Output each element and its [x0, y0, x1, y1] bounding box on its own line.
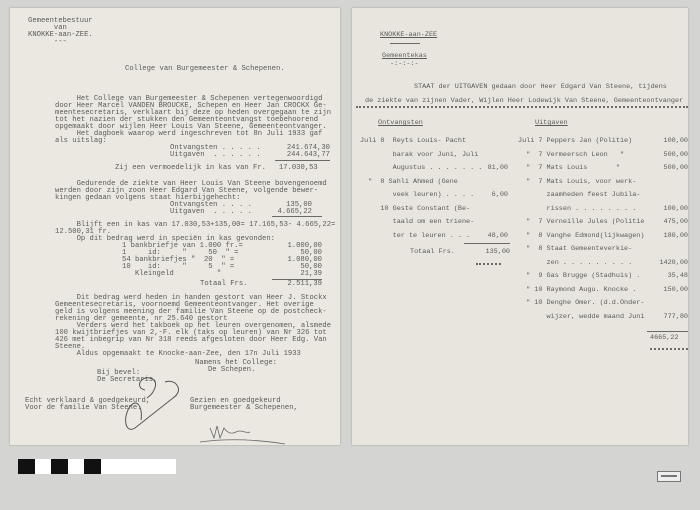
paragraph-line: 12.500,31 fr.: [55, 228, 112, 236]
row-label: Totaal Frs.: [200, 280, 248, 288]
row-label: Kleingeld ": [122, 270, 222, 278]
namens-block: [195, 360, 277, 374]
row-label: " 10 Raymond Augu. Knocke .: [518, 285, 637, 294]
paragraph-line: Het dagboek waarop werd ingeschreven tot 8n Juli 1933 gaf: [55, 130, 323, 138]
ledger-row: [360, 179, 508, 193]
row-amount: 241.674,30: [286, 144, 330, 152]
row-label: 1 id: " 50 " =: [122, 249, 239, 257]
ledger-row: [122, 271, 322, 278]
signature-caption: De Schepen.: [195, 366, 256, 374]
row-amount: 1.000,00: [287, 242, 322, 250]
ledger-row: [518, 233, 688, 247]
heading-line: STAAT der UITGAVEN gedaan door Heer Edgard Van Steene, tijdens: [414, 83, 667, 91]
row-label: " 8 Sahli Ahmed (Gene: [360, 177, 458, 186]
row-amount: 135,00: [286, 201, 312, 209]
paragraph-line: Gedurende de ziekte van Heer Louis Van Steene bovengenoemd: [55, 180, 327, 188]
row-label: " 10 Denghe Omer. (d.d.Onder-: [518, 299, 645, 307]
document-page-right: [352, 8, 688, 445]
letterhead-line: van: [28, 24, 67, 32]
row-label: rissen . . . . . . . .: [518, 204, 637, 213]
letterhead: KNOKKE-aan-ZEE: [380, 31, 438, 39]
ledger-row: [518, 138, 688, 152]
row-amount: 48,00: [487, 231, 508, 240]
row-amount: 135,00: [485, 248, 510, 256]
paragraph-line: Verders werd het takboek op het leuren overgenomen, alsmede: [55, 322, 332, 330]
row-label: Juli 7 Peppers Jan (Politie): [518, 137, 633, 145]
ledger-row: [360, 165, 508, 179]
paragraph-line: meentesecretaris, verklaart bij deze op heden overgegaan te zijn: [55, 109, 332, 117]
signature-caption: Voor de familie Van Steene.: [25, 404, 142, 412]
document-title: College van Burgemeester & Schepenen.: [125, 65, 285, 73]
ledger-row: [200, 281, 322, 288]
row-label: Totaal Frs.: [410, 248, 455, 256]
paragraph-line: door Heer Marcel VANDEN BROUCKE, Schepen en Heer Jan CROCKX Ge-: [55, 102, 327, 110]
row-amount: 1420,00: [659, 258, 688, 267]
department-label: Gemeentekas: [382, 52, 427, 60]
row-label: Juli 8 Reyts Louis- Pacht: [360, 137, 467, 145]
row-amount: 475,00: [663, 218, 688, 226]
signature-caption: Namens het College:: [195, 359, 277, 367]
signature-caption: Echt verklaard & goedgekeurd,: [25, 397, 151, 405]
row-label: Ontvangsten . . . .: [170, 201, 252, 209]
ledger-row: [518, 165, 688, 179]
cash-table: [122, 243, 322, 278]
total-row: [200, 281, 322, 288]
paragraph-line: 426 met inbegrip van Nr 318 reeds afgesloten door Heer Edg. Van: [55, 336, 327, 344]
ledger-row: [360, 219, 508, 233]
ledger-row: [170, 152, 330, 159]
total-row: [410, 249, 510, 256]
signature-caption: Bij bevel:: [97, 369, 141, 377]
ledger-row: [518, 314, 688, 328]
row-label: zen . . . . . . . . .: [518, 258, 633, 267]
paragraph-line: werden door zijn zoon Heer Edgard Van Steene, volgende bewer-: [55, 187, 319, 195]
letterhead-line: Gemeentebestuur: [28, 17, 93, 25]
scale-bar: [18, 459, 176, 474]
paragraph-line: kingen gedaan volgens staat hierbijgehecht:: [55, 194, 241, 202]
row-amount: 150,00: [663, 285, 688, 294]
ledger-row: [518, 287, 688, 301]
expenses-table: [518, 138, 688, 327]
row-label: veek leuren) . . . .: [360, 191, 475, 199]
row-amount: 50,00: [300, 263, 322, 271]
para3-block: [55, 222, 340, 243]
row-amount: 2.511,39: [287, 280, 322, 288]
row-amount: 50,00: [300, 249, 322, 257]
row-amount: 100,00: [663, 137, 688, 145]
ledger-row: [518, 273, 688, 287]
paragraph-line: opgemaakt door wijlen Heer Louis Van Steene, Gemeenteontvanger.: [55, 123, 327, 131]
paragraph-line: Steene.: [55, 343, 86, 351]
row-label: 54 bankbriefjes " 20 " =: [122, 256, 235, 264]
paragraph-line: Dit bedrag werd heden in handen gestort van Heer J. Stockx: [55, 294, 327, 302]
totals1-table: [170, 145, 330, 159]
ledger-row: [360, 192, 508, 206]
row-label: 10 id: " 5 " =: [122, 263, 235, 271]
row-label: " 8 Vanghe Edmond(lijkwagen): [518, 231, 645, 240]
document-page-left: [10, 8, 340, 445]
row-amount: 180,00: [663, 231, 688, 240]
secretary-signature: [115, 368, 185, 438]
row-label: Ontvangsten . . . . .: [170, 144, 261, 152]
ledger-row: [170, 209, 312, 216]
ornament: -:-:-:-: [390, 60, 419, 68]
row-label: barak voor Juni, Juli: [360, 150, 479, 159]
para2-block: [55, 181, 335, 202]
row-label: taald om een triene-: [360, 218, 475, 226]
mayor-signature: [190, 420, 290, 445]
paragraph-line: als uitslag:: [55, 137, 107, 145]
ledger-row: [410, 249, 510, 256]
ledger-row: [360, 206, 508, 220]
ledger-row: [360, 138, 508, 152]
expense-header: Uitgaven: [535, 119, 568, 127]
income-table: [360, 138, 508, 246]
row-amount: 500,00: [663, 164, 688, 172]
row-label: " 7 Verneille Jules (Politie: [518, 218, 645, 226]
expense-total: 4665,22: [650, 334, 679, 342]
letterhead-line: ---: [28, 38, 67, 46]
paragraph-line: Op dit bedrag werd in speciën in kas gevonden:: [55, 235, 275, 243]
ledger-row: [518, 179, 688, 193]
row-amount: 21,39: [300, 270, 322, 278]
letterhead-line: KNOKKE-aan-ZEE.: [28, 31, 93, 39]
income-header: Ontvangsten: [378, 119, 423, 127]
ledger-row: [518, 300, 688, 314]
row-label: " 8 Staat Gemeenteverkie-: [518, 245, 633, 253]
paragraph-line: Aldus opgemaakt te Knocke-aan-Zee, den 17n Juli 1933: [55, 350, 301, 358]
row-amount: 500,00: [663, 150, 688, 159]
para1-block: [55, 96, 335, 145]
viewer-icon[interactable]: [657, 471, 681, 482]
row-amount: 244.643,77: [286, 151, 330, 159]
row-amount: 777,80: [663, 312, 688, 321]
row-label: Uitgaven . . . . .: [170, 208, 252, 216]
row-amount: 1.080,00: [287, 256, 322, 264]
ledger-row: [360, 152, 508, 166]
row-label: " 9 Gas Brugge (Stadhuis) .: [518, 272, 641, 280]
row-label: zaamheden feest Jubila-: [518, 191, 641, 199]
ledger-row: [518, 152, 688, 166]
ledger-row: [518, 246, 688, 260]
paragraph-line: geld is volgens meening der familie Van Steene op de postcheck-: [55, 308, 327, 316]
row-amount: 81,00: [487, 164, 508, 172]
heading-line: de ziekte van zijnen Vader, Wijlen Heer Lodewijk Van Steene, Gemeenteontvanger: [365, 97, 684, 105]
letterhead-block: [28, 18, 93, 46]
row-amount: 100,00: [663, 204, 688, 213]
row-amount: 4.665,22: [277, 208, 312, 216]
row-label: 10 Geste Constant (Be-: [360, 204, 471, 213]
row-label: " 7 Mats Louis ": [518, 164, 620, 172]
row-label: Uitgaven . . . . . .: [170, 151, 261, 159]
paragraph-line: Gemeentesecretaris, voornoemd Gemeenteontvanger. Het overige: [55, 301, 314, 309]
row-label: wijzer, wedde maand Juni: [518, 312, 645, 321]
ledger-row: [518, 192, 688, 206]
row-label: ter te leuren . . .: [360, 231, 471, 240]
row-label: Augustus . . . . . . .: [360, 164, 483, 172]
para4-block: [55, 295, 340, 358]
row-label: 1 bankbriefje van 1.000 fr.=: [122, 242, 243, 250]
ledger-row: [518, 219, 688, 233]
balance-line: Zij een vermoedelijk in kas van Fr. 17.030,53: [115, 164, 318, 172]
signature-caption: Burgemeester & Schepenen,: [190, 404, 298, 412]
sign-right-block: [190, 398, 298, 412]
signature-caption: Gezien en goedgekeurd: [190, 397, 281, 405]
row-amount: 35,48: [667, 272, 688, 280]
row-label: " 7 Vermeersch Leon ": [518, 150, 625, 159]
paragraph-line: Blijft een in kas van 17.030,53+135,00= 17.165,53- 4.665,22=: [55, 221, 336, 229]
ledger-row: [518, 206, 688, 220]
row-amount: 6,00: [491, 191, 508, 199]
paragraph-line: tot het nazien der stukken den Gemeenteontvangst toebehoorend: [55, 116, 319, 124]
paragraph-line: rekening der gemeente, nr 25.640 gestort: [55, 315, 228, 323]
row-label: " 7 Mats Louis, voor werk-: [518, 177, 637, 186]
paragraph-line: Het College van Burgemeester & Schepenen vertegenwoordigd: [55, 95, 323, 103]
paragraph-line: 100 kwijtbriefjes van 2,-F. elk (taks op leuren) van Nr 326 tot: [55, 329, 327, 337]
totals2-table: [170, 202, 312, 216]
signature-caption: De Secretaris,: [97, 376, 158, 384]
ledger-row: [518, 260, 688, 274]
